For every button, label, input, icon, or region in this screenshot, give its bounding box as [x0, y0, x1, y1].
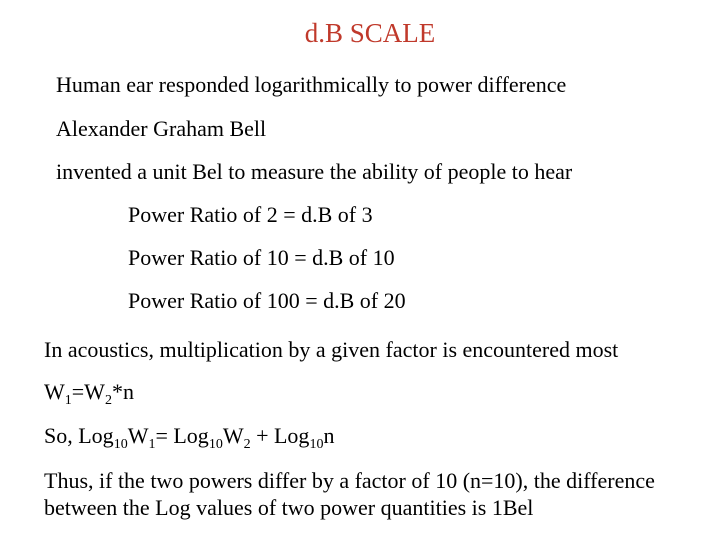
- eq2-sub-log2: 10: [208, 437, 223, 452]
- text-line-ear-logarithmic: Human ear responded logarithmically to power difference: [56, 72, 567, 97]
- eq2-eq: = Log: [155, 423, 209, 448]
- eq2-sub-w1: 1: [148, 437, 156, 452]
- eq1-w: W: [44, 379, 65, 404]
- text-line-ratio-10: Power Ratio of 10 = d.B of 10: [128, 245, 395, 270]
- eq1-rest: *n: [111, 379, 134, 404]
- text-conclusion: Thus, if the two powers differ by a factor of 10 (n=10), the difference between the Log values of two power quantities is 1Bel: [44, 468, 655, 520]
- eq2-sub-w2: 2: [243, 437, 251, 452]
- equation-log: [44, 423, 335, 452]
- eq2-prefix: So, Log: [44, 423, 114, 448]
- eq2-plus: + Log: [250, 423, 310, 448]
- text-line-bel-invented: invented a unit Bel to measure the ability of people to hear: [56, 159, 573, 184]
- eq2-n: n: [323, 423, 335, 448]
- eq2-w1: W: [127, 423, 149, 448]
- text-line-ratio-2: Power Ratio of 2 = d.B of 3: [128, 202, 373, 227]
- eq2-w2: W: [222, 423, 244, 448]
- eq2-sub-log1: 10: [113, 437, 128, 452]
- eq1-sub2: 2: [104, 393, 112, 408]
- slide-title: d.B SCALE: [304, 18, 436, 48]
- equation-w1-w2: [44, 379, 134, 408]
- eq1-eq: =W: [71, 379, 105, 404]
- text-line-acoustics: In acoustics, multiplication by a given factor is encountered most: [44, 337, 619, 362]
- text-line-graham-bell: Alexander Graham Bell: [56, 116, 267, 141]
- eq2-sub-log3: 10: [309, 437, 324, 452]
- eq1-sub1: 1: [64, 393, 72, 408]
- text-line-ratio-100: Power Ratio of 100 = d.B of 20: [128, 288, 406, 313]
